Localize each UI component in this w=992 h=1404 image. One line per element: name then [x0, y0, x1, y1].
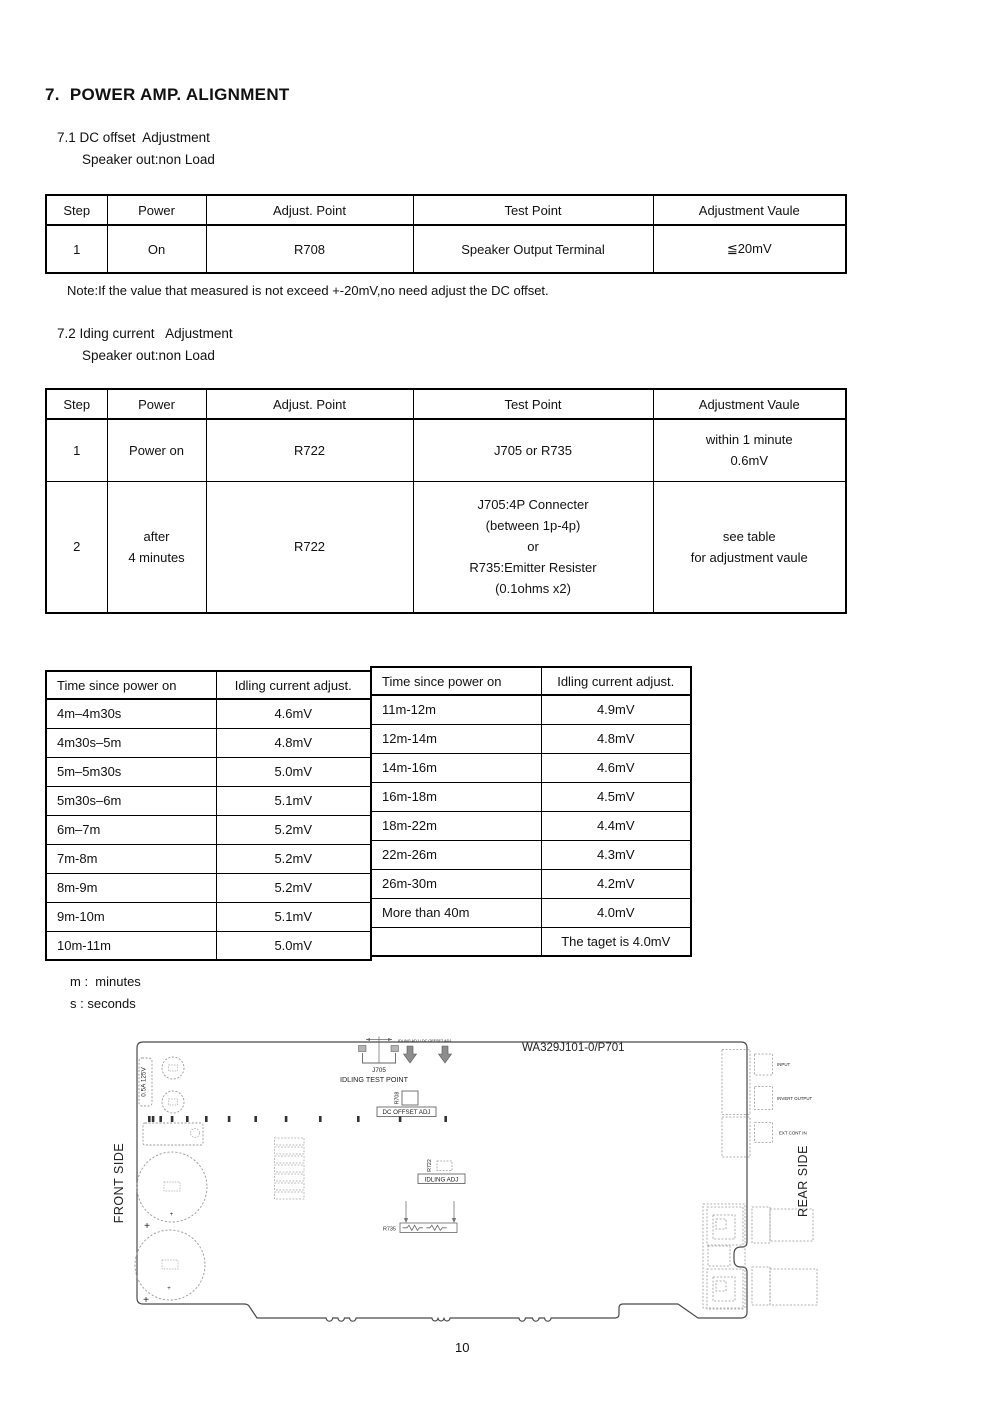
footnote-seconds: s : seconds	[70, 996, 136, 1011]
terminal-block-inner	[716, 1219, 726, 1229]
table-row	[46, 481, 846, 613]
col-header: Step	[46, 389, 107, 419]
arrow-right-head	[388, 1038, 392, 1041]
col-header: Adjustment Vaule	[653, 389, 846, 419]
j705-label: J705	[372, 1067, 386, 1074]
r722-trimmer-icon	[437, 1161, 452, 1171]
ic-notch-icon	[191, 1129, 200, 1138]
cell-mv: 5.2mV	[216, 844, 371, 873]
ext-cont-in-label: EXT CONT IN	[779, 1130, 807, 1136]
cell-adjust-point: R722	[206, 481, 413, 613]
cell-target: The taget is 4.0mV	[541, 927, 691, 956]
ext-cont-in-jack-icon	[755, 1123, 773, 1143]
cell-mv: 4.9mV	[541, 695, 691, 724]
ic-pins-icon	[148, 1116, 447, 1122]
terminal-block	[707, 1269, 743, 1309]
section-7-1-subheading: Speaker out:non Load	[82, 152, 215, 167]
small-capacitor-icon	[162, 1091, 184, 1113]
cell-time: 6m–7m	[46, 815, 216, 844]
cell-mv: 4.2mV	[541, 869, 691, 898]
cell-time: 26m-30m	[371, 869, 541, 898]
footnote-minutes: m : minutes	[70, 974, 141, 989]
cell-mv: 4.4mV	[541, 811, 691, 840]
cell-time: 5m–5m30s	[46, 757, 216, 786]
idling-test-point-label: IDLING TEST POINT	[339, 1075, 409, 1084]
terminal-block-outline	[703, 1204, 745, 1308]
cell-time	[371, 927, 541, 956]
cell-power: after 4 minutes	[107, 481, 206, 613]
cell-step: 2	[46, 481, 107, 613]
rear-side-label: REAR SIDE	[796, 1145, 810, 1217]
idling-adjust-table-left	[45, 670, 372, 961]
terminal-block-inner	[713, 1277, 735, 1301]
terminal-block-inner	[716, 1281, 726, 1291]
down-arrow-icon	[404, 1218, 408, 1223]
cell-time: 18m-22m	[371, 811, 541, 840]
invert-output-label: INVERT OUTPUT	[777, 1096, 813, 1101]
cell-test-point: J705 or R735	[413, 419, 653, 481]
invert-output-jack-icon	[755, 1087, 773, 1110]
j705-pad	[391, 1046, 399, 1052]
col-header: Idling current adjust.	[216, 671, 371, 699]
cell-mv: 5.0mV	[216, 757, 371, 786]
section-7-1-heading: 7.1 DC offset Adjustment	[57, 130, 210, 145]
dc-offset-adj-label: DC OFFSET ADJ	[382, 1109, 431, 1117]
cell-adjustment-value: ≦20mV	[653, 225, 846, 273]
ic-body-icon	[143, 1123, 203, 1145]
small-capacitor-icon	[162, 1057, 184, 1079]
cell-adjust-point: R708	[206, 225, 413, 273]
cell-mv: 4.6mV	[216, 699, 371, 728]
cell-power: Power on	[107, 419, 206, 481]
down-arrow-icon	[452, 1218, 456, 1223]
col-header: Test Point	[413, 389, 653, 419]
cell-mv: 5.1mV	[216, 786, 371, 815]
polarity-mark: +	[169, 1212, 174, 1218]
j705-pad	[359, 1046, 367, 1052]
cell-time: 12m-14m	[371, 724, 541, 753]
board-id-label: WA329J101-0/P701	[522, 1042, 625, 1054]
cell-step: 1	[46, 419, 107, 481]
down-arrow-icon	[404, 1046, 417, 1063]
col-header: Power	[107, 195, 206, 225]
pcb-diagram	[110, 1030, 870, 1342]
r735-label: R735	[383, 1226, 396, 1233]
cell-time: 7m-8m	[46, 844, 216, 873]
r708-trimmer-icon	[402, 1091, 418, 1105]
rear-connector-block	[722, 1117, 750, 1157]
heatsink-icon	[275, 1138, 305, 1199]
cell-time: 16m-18m	[371, 782, 541, 811]
col-header: Time since power on	[46, 671, 216, 699]
dc-offset-table	[45, 194, 847, 274]
page-number: 10	[455, 1340, 470, 1355]
input-label: INPUT	[777, 1062, 791, 1067]
cell-adjustment-value: see table for adjustment vaule	[653, 481, 846, 613]
col-header: Adjust. Point	[206, 195, 413, 225]
cell-time: 14m-16m	[371, 753, 541, 782]
idling-adj-label: IDLING ADJ	[424, 1176, 459, 1184]
capacitor-vent-mark	[164, 1182, 180, 1191]
table-row	[46, 419, 846, 481]
cell-time: More than 40m	[371, 898, 541, 927]
resistor-zigzag-icon	[403, 1225, 447, 1230]
cell-mv: 4.8mV	[216, 728, 371, 757]
cell-time: 5m30s–6m	[46, 786, 216, 815]
capacitor-vent-mark	[169, 1099, 178, 1105]
cell-adjustment-value: within 1 minute 0.6mV	[653, 419, 846, 481]
input-jack-icon	[755, 1054, 773, 1075]
cell-time: 22m-26m	[371, 840, 541, 869]
cell-time: 4m30s–5m	[46, 728, 216, 757]
polarity-mark: +	[167, 1286, 171, 1292]
fuse-rating-label: 0.5A 125V	[140, 1067, 148, 1097]
table-row	[46, 225, 846, 273]
section-7-2-heading: 7.2 Iding current Adjustment	[57, 326, 233, 341]
cell-mv: 4.3mV	[541, 840, 691, 869]
cell-mv: 5.0mV	[216, 931, 371, 960]
cell-adjust-point: R722	[206, 419, 413, 481]
cell-mv: 4.0mV	[541, 898, 691, 927]
cell-test-point: J705:4P Connecter (between 1p-4p) or R735:Emitter Resister (0.1ohms x2)	[413, 481, 653, 613]
cell-time: 9m-10m	[46, 902, 216, 931]
cell-time: 11m-12m	[371, 695, 541, 724]
rear-connector-block	[722, 1050, 750, 1115]
cell-power: On	[107, 225, 206, 273]
adjust-points-note: IDLING ADJ / DC OFFSET ADJ	[398, 1039, 452, 1043]
cell-mv: 4.6mV	[541, 753, 691, 782]
cell-test-point: Speaker Output Terminal	[413, 225, 653, 273]
col-header: Time since power on	[371, 667, 541, 695]
capacitor-vent-mark	[162, 1260, 178, 1269]
cell-step: 1	[46, 225, 107, 273]
speaker-terminal-icon	[752, 1267, 770, 1305]
col-header: Step	[46, 195, 107, 225]
polarity-plus-mark: +	[144, 1221, 150, 1232]
cell-mv: 5.1mV	[216, 902, 371, 931]
section-7-2-subheading: Speaker out:non Load	[82, 348, 215, 363]
col-header: Power	[107, 389, 206, 419]
r722-label: R722	[427, 1159, 433, 1172]
col-header: Adjust. Point	[206, 389, 413, 419]
col-header: Adjustment Vaule	[653, 195, 846, 225]
note-text: Note:If the value that measured is not exceed +-20mV,no need adjust the DC offset.	[67, 283, 549, 298]
col-header: Test Point	[413, 195, 653, 225]
arrow-left-head	[366, 1038, 370, 1041]
cell-mv: 5.2mV	[216, 873, 371, 902]
cell-time: 8m-9m	[46, 873, 216, 902]
cell-time: 10m-11m	[46, 931, 216, 960]
idling-current-table	[45, 388, 847, 614]
terminal-block	[708, 1246, 730, 1266]
front-side-label: FRONT SIDE	[112, 1142, 126, 1224]
terminal-block-inner	[713, 1215, 735, 1239]
page-title: 7. POWER AMP. ALIGNMENT	[45, 85, 290, 104]
down-arrow-icon	[439, 1046, 452, 1063]
col-header: Idling current adjust.	[541, 667, 691, 695]
cell-mv: 4.8mV	[541, 724, 691, 753]
cell-time: 4m–4m30s	[46, 699, 216, 728]
capacitor-vent-mark	[169, 1065, 178, 1071]
cell-mv: 4.5mV	[541, 782, 691, 811]
speaker-terminal-icon	[752, 1207, 770, 1243]
cell-mv: 5.2mV	[216, 815, 371, 844]
r708-label: R708	[394, 1091, 401, 1105]
polarity-plus-mark: +	[143, 1295, 149, 1306]
idling-adjust-table-right	[370, 666, 692, 957]
speaker-terminal-icon	[770, 1269, 817, 1305]
